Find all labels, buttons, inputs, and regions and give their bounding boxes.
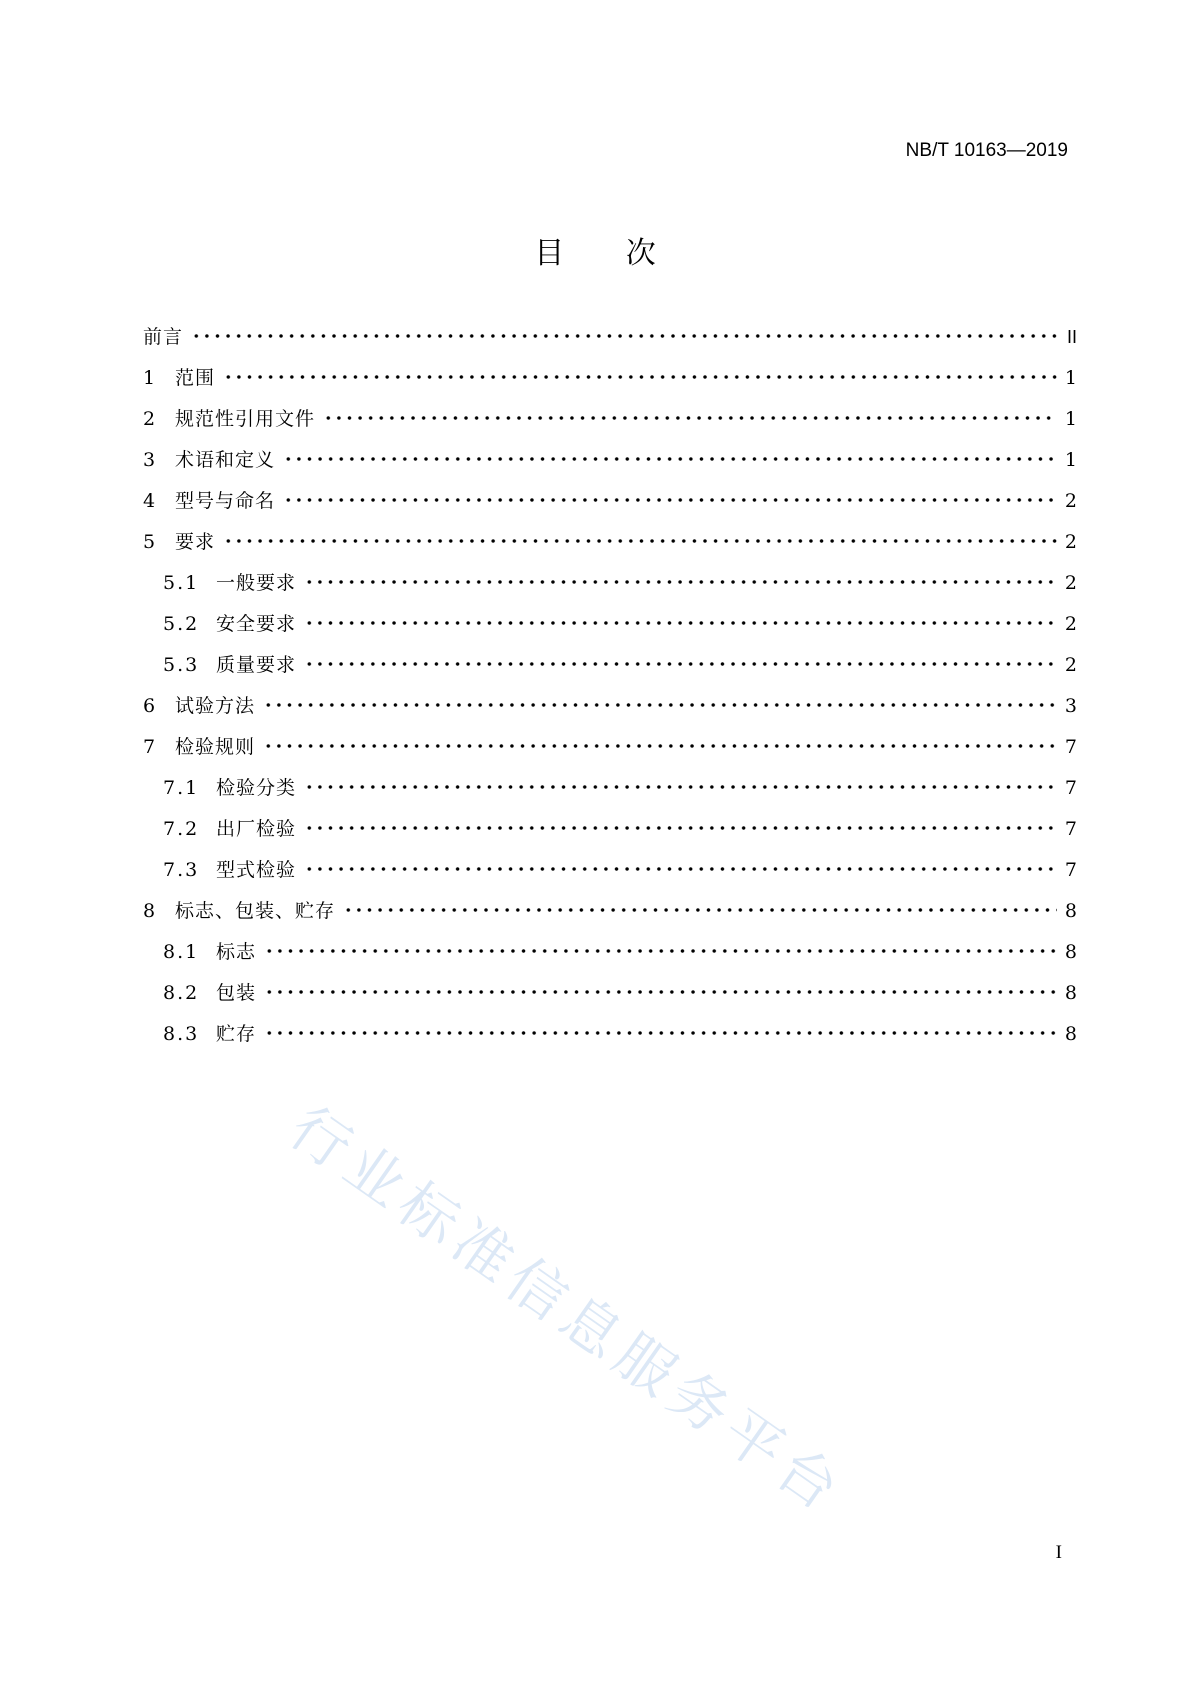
toc-entry-page: 3 — [1064, 695, 1077, 717]
toc-entry-title: 前言 — [143, 326, 184, 348]
watermark: 行业标准信息服务平台 — [277, 1093, 858, 1528]
dot-leader — [283, 498, 1057, 502]
toc-entry-title: 术语和定义 — [175, 449, 276, 471]
toc-entry-title: 范围 — [175, 367, 216, 389]
toc-entry-title: 安全要求 — [216, 613, 297, 635]
page-number: I — [1055, 1542, 1062, 1563]
toc-entry-number: 5 — [143, 531, 156, 553]
toc-entry-page: 2 — [1064, 654, 1077, 676]
toc-entry-page: 7 — [1064, 777, 1077, 799]
toc-entry-page: 2 — [1064, 531, 1077, 553]
toc-entry[interactable] — [143, 363, 1077, 404]
toc-entry-page: 7 — [1064, 736, 1077, 758]
toc-entry-number: 4 — [143, 490, 156, 512]
toc-entry[interactable] — [143, 691, 1077, 732]
toc-entry-title: 包装 — [216, 982, 257, 1004]
toc-entry-number: 7.1 — [163, 777, 200, 799]
toc-entry-title: 标志 — [216, 941, 257, 963]
toc-entry[interactable] — [143, 773, 1077, 814]
toc-entry[interactable] — [143, 978, 1077, 1019]
toc-entry-number: 8 — [143, 900, 156, 922]
dot-leader — [304, 785, 1057, 789]
dot-leader — [223, 539, 1057, 543]
toc-entry-number: 5.1 — [163, 572, 200, 594]
toc-entry-number: 7.3 — [163, 859, 200, 881]
toc-entry-title: 一般要求 — [216, 572, 297, 594]
dot-leader — [304, 662, 1057, 666]
toc-entry-number: 1 — [143, 367, 156, 389]
toc-entry[interactable] — [143, 609, 1077, 650]
dot-leader — [263, 703, 1057, 707]
toc-title: 目 次 — [534, 236, 682, 271]
dot-leader — [264, 1031, 1057, 1035]
dot-leader — [223, 375, 1057, 379]
toc-entry[interactable] — [143, 896, 1077, 937]
toc-entry[interactable] — [143, 568, 1077, 609]
toc-entry[interactable] — [143, 527, 1077, 568]
toc-entry-page: 8 — [1064, 1023, 1077, 1045]
toc-entry-title: 型号与命名 — [175, 490, 276, 512]
toc-entry-title: 出厂检验 — [216, 818, 297, 840]
toc-entry-page: 8 — [1064, 982, 1077, 1004]
toc-entry[interactable] — [143, 322, 1077, 363]
toc-entry-title: 型式检验 — [216, 859, 297, 881]
toc-entry[interactable] — [143, 732, 1077, 773]
toc-entry-number: 8.2 — [163, 982, 200, 1004]
toc-entry[interactable] — [143, 937, 1077, 978]
toc-entry-page: II — [1066, 327, 1077, 347]
toc-entry[interactable] — [143, 486, 1077, 527]
toc-entry-page: 1 — [1064, 367, 1077, 389]
dot-leader — [304, 580, 1057, 584]
toc-entry-page: 2 — [1064, 613, 1077, 635]
toc-entry-title: 要求 — [175, 531, 216, 553]
toc-entry-page: 7 — [1064, 818, 1077, 840]
toc-entry-number: 2 — [143, 408, 156, 430]
toc-entry-title: 贮存 — [216, 1023, 257, 1045]
toc-entry[interactable] — [143, 445, 1077, 486]
dot-leader — [304, 621, 1057, 625]
toc-entry[interactable] — [143, 855, 1077, 896]
toc-entry-title: 检验分类 — [216, 777, 297, 799]
toc-entry-number: 3 — [143, 449, 156, 471]
toc-entry-number: 7.2 — [163, 818, 200, 840]
dot-leader — [191, 334, 1057, 338]
dot-leader — [323, 416, 1057, 420]
toc-entry-title: 质量要求 — [216, 654, 297, 676]
dot-leader — [343, 908, 1057, 912]
toc-entry-title: 规范性引用文件 — [175, 408, 316, 430]
toc-entry-page: 1 — [1064, 408, 1077, 430]
toc-entry-page: 1 — [1064, 449, 1077, 471]
toc-entry-number: 8.1 — [163, 941, 200, 963]
dot-leader — [283, 457, 1057, 461]
dot-leader — [264, 990, 1057, 994]
toc-entry-number: 5.3 — [163, 654, 200, 676]
dot-leader — [304, 826, 1057, 830]
toc-entry-title: 标志、包装、贮存 — [175, 900, 336, 922]
toc-entry-page: 8 — [1064, 941, 1077, 963]
toc-entry-page: 2 — [1064, 572, 1077, 594]
toc-entry-page: 2 — [1064, 490, 1077, 512]
toc-entry-page: 7 — [1064, 859, 1077, 881]
dot-leader — [304, 867, 1057, 871]
dot-leader — [264, 949, 1057, 953]
toc-entry-title: 检验规则 — [175, 736, 256, 758]
toc-entry-title: 试验方法 — [175, 695, 256, 717]
toc-entry-page: 8 — [1064, 900, 1077, 922]
toc-entry-number: 8.3 — [163, 1023, 200, 1045]
toc-entry[interactable] — [143, 404, 1077, 445]
toc-entry-number: 6 — [143, 695, 156, 717]
toc-entry-number: 7 — [143, 736, 156, 758]
toc-entry[interactable] — [143, 650, 1077, 691]
dot-leader — [263, 744, 1057, 748]
standard-code: NB/T 10163—2019 — [905, 140, 1068, 161]
toc-entry[interactable] — [143, 814, 1077, 855]
toc-entry[interactable] — [143, 1019, 1077, 1060]
toc-list — [143, 322, 1077, 1060]
toc-entry-number: 5.2 — [163, 613, 200, 635]
